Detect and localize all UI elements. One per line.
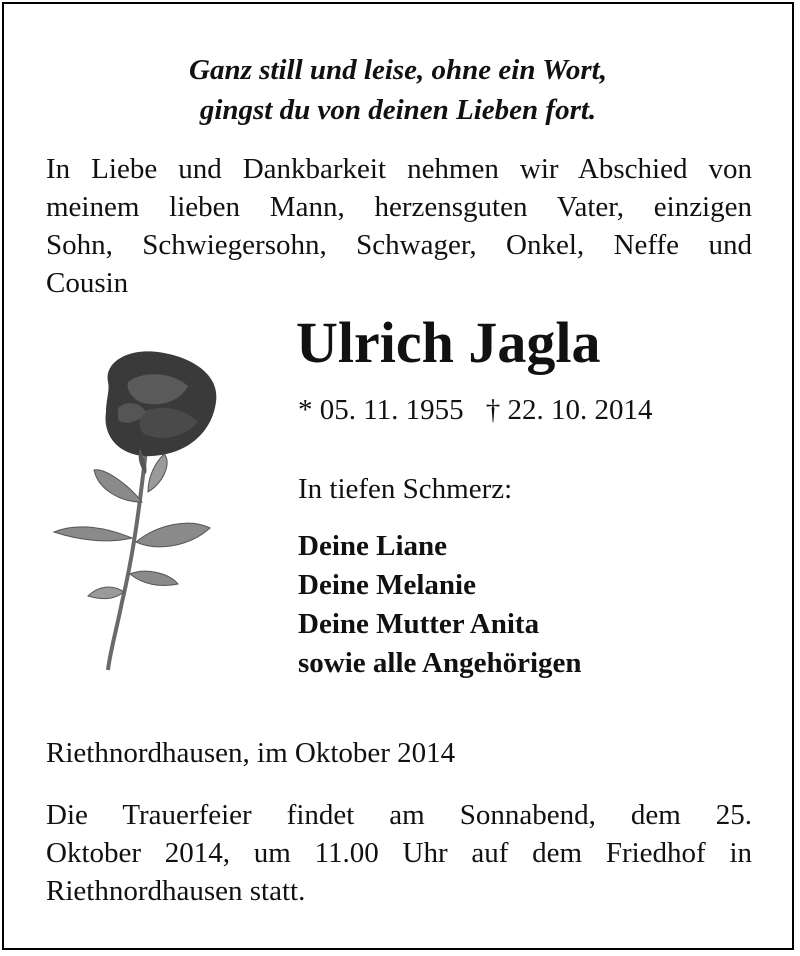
intro-line-4: Cousin [46, 267, 129, 299]
funeral-service-notice [46, 796, 752, 910]
memorial-verse [0, 50, 796, 130]
mourners-list [298, 527, 582, 683]
mourner-name: Deine Liane [298, 530, 448, 562]
service-line-2: Oktober 2014, um 11.00 Uhr auf dem Friedhof in [46, 837, 752, 869]
intro-line-3: Sohn, Schwiegersohn, Schwager, Onkel, Neffe und [46, 229, 752, 261]
verse-line-2: gingst du von deinen Lieben fort. [199, 94, 597, 126]
mourning-intro: In tiefen Schmerz: [298, 473, 513, 505]
mourner-name: Deine Melanie [298, 569, 476, 601]
death-date: † 22. 10. 2014 [485, 394, 653, 426]
birth-date: * 05. 11. 1955 [298, 394, 464, 426]
life-dates [298, 391, 652, 429]
deceased-name: Ulrich Jagla [296, 310, 601, 375]
rose-icon [48, 342, 228, 682]
mourner-name: Deine Mutter Anita [298, 608, 540, 640]
service-line-3: Riethnordhausen statt. [46, 875, 306, 907]
verse-line-1: Ganz still und leise, ohne ein Wort, [189, 54, 607, 86]
place-and-date: Riethnordhausen, im Oktober 2014 [46, 737, 456, 769]
intro-line-1: In Liebe und Dankbarkeit nehmen wir Abschied von [46, 153, 752, 185]
service-line-1: Die Trauerfeier findet am Sonnabend, dem 25. [46, 799, 752, 831]
mourner-name: sowie alle Angehörigen [298, 647, 582, 679]
intro-line-2: meinem lieben Mann, herzensguten Vater, einzigen [46, 191, 752, 223]
intro-paragraph [46, 150, 752, 302]
